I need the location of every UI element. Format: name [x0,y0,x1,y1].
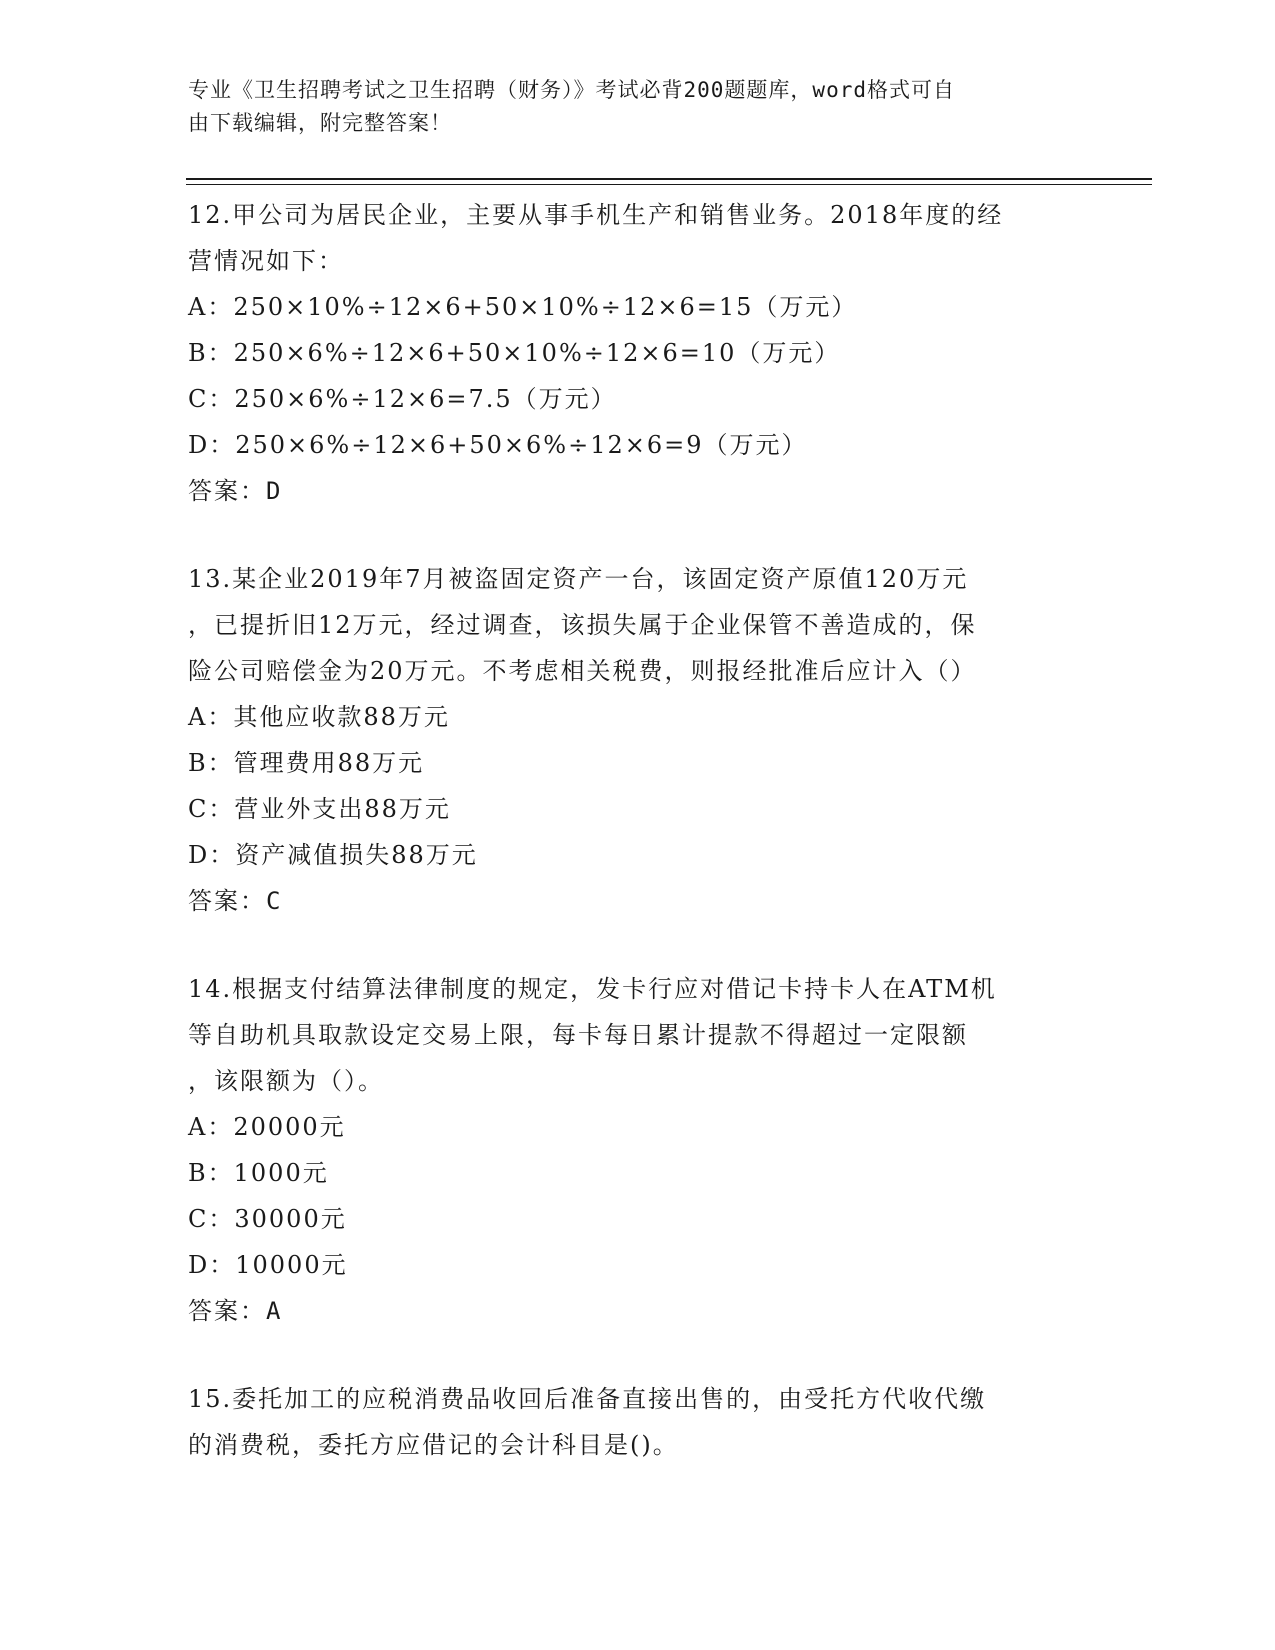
option-a: A：20000元 [188,1113,346,1141]
option-c: C：250×6%÷12×6=7.5（万元） [188,385,617,413]
question-stem-line: ，已提折旧12万元，经过调查，该损失属于企业保管不善造成的，保 [188,611,977,639]
option-d: D：10000元 [188,1251,348,1279]
answer-line: 答案：D [188,477,283,505]
question-spacer [188,514,1088,556]
question-stem-line: 险公司赔偿金为20万元。不考虑相关税费，则报经批准后应计入（） [188,657,977,685]
question-stem-line: ，该限额为（）。 [188,1067,384,1095]
header-line-1: 专业《卫生招聘考试之卫生招聘（财务）》考试必背200题题库，word格式可自 [188,78,955,102]
question-stem-line: 14.根据支付结算法律制度的规定，发卡行应对借记卡持卡人在ATM机 [188,975,997,1003]
option-c: C：营业外支出88万元 [188,795,451,823]
question-stem-line: 12.甲公司为居民企业，主要从事手机生产和销售业务。2018年度的经 [188,201,1004,229]
header-divider-thin [186,184,1152,185]
option-c: C：30000元 [188,1205,347,1233]
question-12 [188,188,1088,514]
option-b: B：管理费用88万元 [188,749,425,777]
answer-line: 答案：C [188,887,283,915]
option-a: A：250×10%÷12×6+50×10%÷12×6=15（万元） [188,293,858,321]
answer-line: 答案：A [188,1297,283,1325]
question-stem-line: 营情况如下： [188,247,344,275]
option-b: B：1000元 [188,1159,329,1187]
question-15 [188,1376,1088,1468]
question-13 [188,556,1088,924]
question-stem-line: 13.某企业2019年7月被盗固定资产一台，该固定资产原值120万元 [188,565,969,593]
header-line-2: 由下载编辑，附完整答案！ [188,111,452,135]
question-stem-line: 等自助机具取款设定交易上限，每卡每日累计提款不得超过一定限额 [188,1021,968,1049]
option-b: B：250×6%÷12×6+50×10%÷12×6=10（万元） [188,339,841,367]
question-14 [188,966,1088,1334]
option-d: D：250×6%÷12×6+50×6%÷12×6=9（万元） [188,431,808,459]
option-a: A：其他应收款88万元 [188,703,450,731]
header-divider-thick [186,178,1152,180]
question-spacer [188,924,1088,966]
question-stem-line: 15.委托加工的应税消费品收回后准备直接出售的，由受托方代收代缴 [188,1385,987,1413]
question-spacer [188,1334,1088,1376]
document-header [188,74,1068,140]
option-d: D：资产减值损失88万元 [188,841,478,869]
question-list [188,188,1088,1468]
question-stem-line: 的消费税，委托方应借记的会计科目是()。 [188,1431,679,1459]
